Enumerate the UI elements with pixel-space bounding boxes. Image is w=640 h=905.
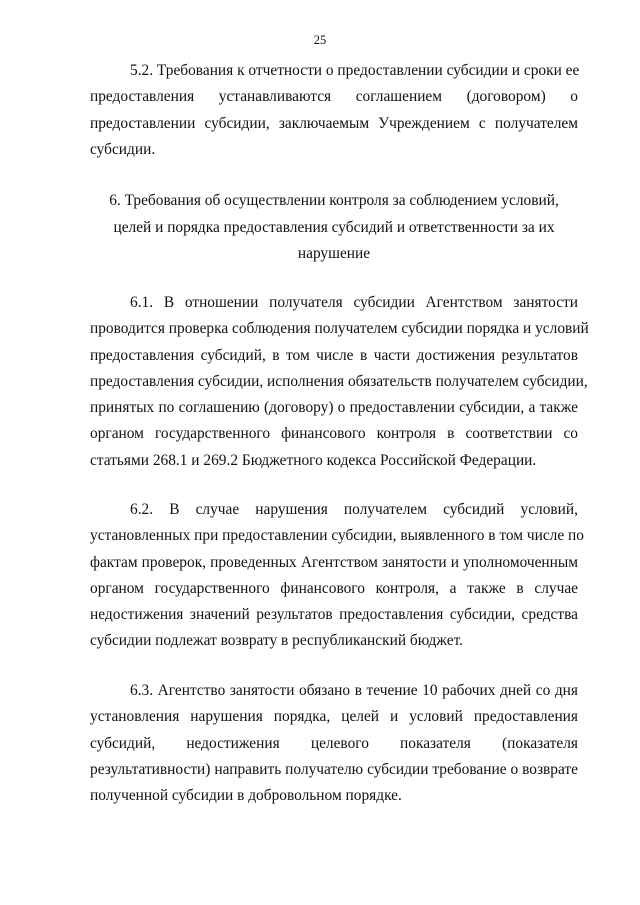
paragraph-line: субсидии подлежат возврату в республиканский бюджет.: [90, 632, 463, 650]
paragraph-line: субсидий, недостижения целевого показателя (показателя: [90, 734, 578, 752]
paragraph-line: 6.1. В отношении получателя субсидии Агентством занятости: [130, 294, 578, 311]
paragraph-line: 6.3. Агентство занятости обязано в течение 10 рабочих дней со дня: [130, 682, 578, 699]
paragraph-line: органом государственного финансового контроля в соответствии со: [90, 425, 578, 443]
paragraph-line: субсидии.: [90, 140, 156, 158]
paragraph-line: органом государственного финансового контроля, а также в случае: [90, 579, 578, 597]
paragraph-line: фактам проверок, проведенных Агентством занятости и уполномоченным: [90, 553, 578, 571]
paragraph-line: полученной субсидии в добровольном порядке.: [90, 787, 402, 805]
paragraph-line: предоставления устанавливаются соглашением (договором) о: [90, 88, 578, 106]
paragraph-6-1: [90, 290, 589, 474]
paragraph-line: результативности) направить получателю субсидии требование о возврате: [90, 760, 578, 778]
paragraph-line: статьями 268.1 и 269.2 Бюджетного кодекса Российской Федерации.: [90, 451, 537, 469]
paragraph-line: принятых по соглашению (договору) о предоставлении субсидии, а также: [90, 399, 578, 417]
paragraph-line: предоставления субсидии, исполнения обязательств получателем субсидии,: [90, 372, 588, 390]
paragraph-line: предоставлении субсидии, заключаемым Учреждением с получателем: [90, 114, 578, 132]
paragraph-line: проводится проверка соблюдения получателем субсидии порядка и условий: [90, 320, 589, 338]
paragraph-6-3: [90, 678, 578, 809]
paragraph-6-2: [90, 497, 584, 655]
paragraph-line: 6.2. В случае нарушения получателем субсидий условий,: [130, 501, 578, 518]
paragraph-line: установленных при предоставлении субсидии, выявленного в том числе по: [90, 527, 584, 545]
paragraph-line: недостижения значений результатов предоставления субсидии, средства: [90, 606, 578, 624]
heading-line: нарушение: [297, 245, 371, 262]
paragraph-line: предоставления субсидий, в том числе в части достижения результатов: [90, 346, 578, 364]
heading-line: целей и порядка предоставления субсидий и ответственности за их: [113, 218, 555, 236]
page-number: 25: [313, 33, 327, 47]
heading-line: 6. Требования об осуществлении контроля за соблюдением условий,: [109, 192, 559, 209]
section-6-heading: [90, 188, 578, 268]
paragraph-line: 5.2. Требования к отчетности о предоставлении субсидии и сроки ее: [130, 62, 580, 79]
paragraph-5-2: [90, 58, 578, 163]
paragraph-line: установления нарушения порядка, целей и условий предоставления: [90, 708, 578, 726]
